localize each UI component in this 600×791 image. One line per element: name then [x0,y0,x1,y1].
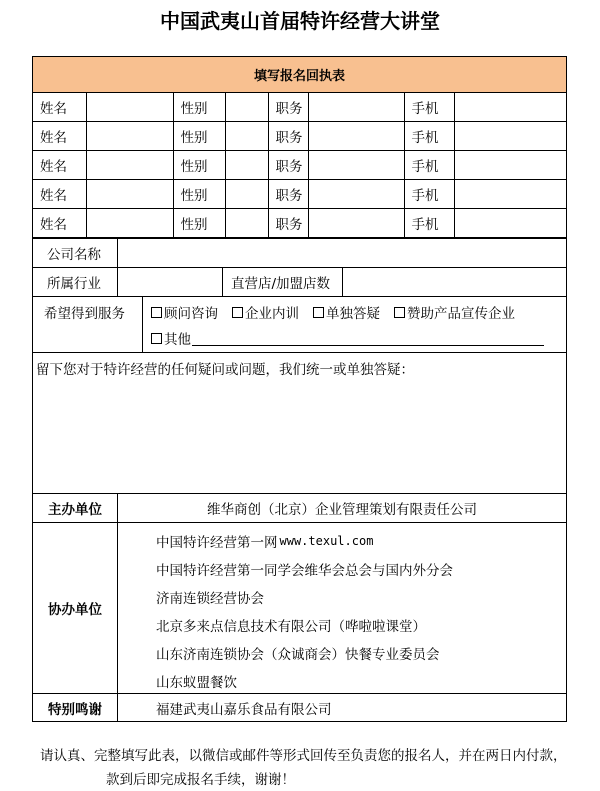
company-field[interactable] [118,239,566,267]
company-label: 公司名称 [33,239,118,267]
table-row [33,209,566,238]
registration-form [32,56,567,722]
industry-field[interactable] [118,268,223,296]
position-label: 职务 [268,122,308,151]
co-organizers-label: 协办单位 [33,523,118,693]
phone-field[interactable] [454,93,566,122]
name-label: 姓名 [33,151,86,180]
co-organizers-row [33,522,566,693]
organizer-label: 主办单位 [33,494,118,522]
list-item [156,583,453,611]
option-label: 企业内训 [245,306,299,322]
question-box[interactable] [33,352,566,493]
checkbox-icon[interactable] [313,307,324,318]
position-field[interactable] [308,93,404,122]
position-label: 职务 [268,209,308,238]
co-organizer-name: 山东济南连锁协会（众诚商会）快餐专业委员会 [156,647,440,663]
question-prompt: 留下您对于特许经营的任何疑问或问题，我们统一或单独答疑： [36,362,414,378]
gender-label: 性别 [173,209,225,238]
name-label: 姓名 [33,93,86,122]
list-item [156,611,453,639]
phone-label: 手机 [404,151,454,180]
phone-label: 手机 [404,93,454,122]
list-item [156,555,453,583]
co-organizer-name: 山东蚁盟餐饮 [156,675,237,691]
position-label: 职务 [268,151,308,180]
phone-label: 手机 [404,122,454,151]
service-option-sponsor[interactable] [394,302,515,322]
phone-field[interactable] [454,209,566,238]
option-label: 其他 [164,332,191,348]
services-label: 希望得到服务 [33,297,143,352]
company-row [33,238,566,267]
organizer-value: 维华商创（北京）企业管理策划有限责任公司 [207,502,477,518]
list-item [156,639,453,667]
co-organizer-url: www.texul.com [279,534,374,548]
name-field[interactable] [86,93,173,122]
checkbox-icon[interactable] [151,333,162,344]
position-field[interactable] [308,151,404,180]
name-field[interactable] [86,122,173,151]
position-field[interactable] [308,122,404,151]
co-organizers-list [118,523,453,693]
name-label: 姓名 [33,122,86,151]
table-row [33,151,566,180]
co-organizer-name: 中国特许经营第一网 [156,535,278,551]
gender-label: 性别 [173,151,225,180]
organizer-row [33,493,566,522]
gender-field[interactable] [225,180,268,209]
table-row [33,180,566,209]
thanks-value: 福建武夷山嘉乐食品有限公司 [156,701,332,718]
stores-label: 直营店/加盟店数 [223,268,343,296]
thanks-row [33,693,566,721]
phone-field[interactable] [454,151,566,180]
gender-field[interactable] [225,93,268,122]
gender-field[interactable] [225,209,268,238]
position-label: 职务 [268,180,308,209]
co-organizer-name: 济南连锁经营协会 [156,591,264,607]
table-row [33,93,566,122]
checkbox-icon[interactable] [232,307,243,318]
gender-field[interactable] [225,122,268,151]
services-options [143,297,566,352]
other-service-field[interactable] [192,331,544,346]
list-item [156,667,453,695]
position-label: 职务 [268,93,308,122]
footer-line-1: 请认真、完整填写此表，以微信或邮件等形式回传至负责您的报名人，并在两日内付款， [40,748,567,764]
option-label: 赞助产品宣传企业 [407,306,515,322]
co-organizer-name: 中国特许经营第一同学会维华会总会与国内外分会 [156,563,453,579]
name-field[interactable] [86,151,173,180]
service-option-training[interactable] [232,302,299,322]
service-option-other[interactable] [151,328,191,348]
attendee-table [33,93,566,238]
thanks-label: 特别鸣谢 [33,694,118,721]
name-label: 姓名 [33,209,86,238]
service-option-consulting[interactable] [151,302,218,322]
phone-label: 手机 [404,180,454,209]
phone-field[interactable] [454,122,566,151]
gender-label: 性别 [173,180,225,209]
option-label: 单独答疑 [326,306,380,322]
footer-note [0,744,600,788]
footer-line-2: 款到后即完成报名手续，谢谢！ [106,772,295,788]
name-field[interactable] [86,209,173,238]
phone-label: 手机 [404,209,454,238]
page-title: 中国武夷山首届特许经营大讲堂 [160,9,440,33]
position-field[interactable] [308,180,404,209]
form-header: 填写报名回执表 [33,57,566,93]
gender-label: 性别 [173,122,225,151]
name-label: 姓名 [33,180,86,209]
name-field[interactable] [86,180,173,209]
co-organizer-name: 北京多来点信息技术有限公司（哗啦啦课堂） [156,619,426,635]
services-row [33,296,566,352]
position-field[interactable] [308,209,404,238]
stores-field[interactable] [343,268,566,296]
industry-row [33,267,566,296]
checkbox-icon[interactable] [151,307,162,318]
table-row [33,122,566,151]
option-label: 顾问咨询 [164,306,218,322]
service-option-qa[interactable] [313,302,380,322]
list-item [156,527,453,555]
gender-field[interactable] [225,151,268,180]
checkbox-icon[interactable] [394,307,405,318]
industry-label: 所属行业 [33,268,118,296]
phone-field[interactable] [454,180,566,209]
gender-label: 性别 [173,93,225,122]
